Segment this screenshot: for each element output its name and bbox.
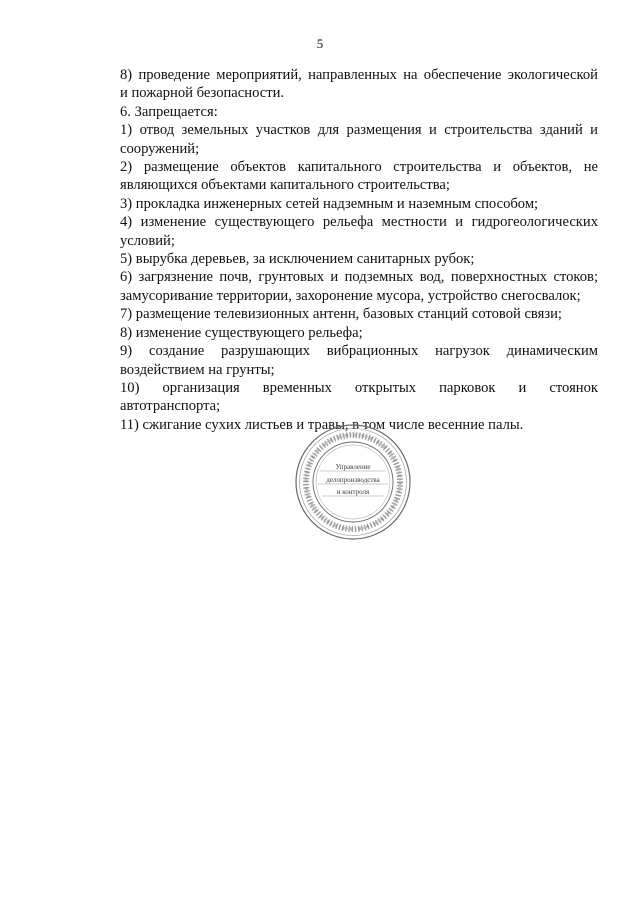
- list-item-line: и пожарной безопасности.: [120, 85, 285, 102]
- list-item-line: 1) отвод земельных участков для размещения и строительства зданий и: [120, 122, 598, 139]
- list-item: [82, 195, 598, 213]
- list-item: [82, 324, 598, 342]
- seal-line-3: и контроля: [336, 488, 370, 496]
- list-item-line: воздействием на грунты;: [120, 361, 275, 378]
- list-item-line: 8) изменение существующего рельефа;: [120, 324, 363, 341]
- list-item-line: 6) загрязнение почв, грунтовых и подземных вод, поверхностных стоков;: [120, 269, 598, 286]
- list-item: [82, 305, 598, 323]
- list-item: [82, 121, 598, 158]
- list-item-line: 4) изменение существующего рельефа местности и гидрогеологических: [120, 214, 598, 231]
- list-item: [82, 158, 598, 195]
- list-item: [82, 250, 598, 268]
- list-item-line: 3) прокладка инженерных сетей надземным и наземным способом;: [120, 195, 539, 212]
- list-item-line: 7) размещение телевизионных антенн, базовых станций сотовой связи;: [120, 306, 562, 323]
- list-item-line: 5) вырубка деревьев, за исключением санитарных рубок;: [120, 251, 475, 268]
- list-item-line: замусоривание территории, захоронение мусора, устройство снегосвалок;: [120, 287, 581, 304]
- list-item-line: сооружений;: [120, 140, 200, 157]
- list-item: [82, 379, 598, 416]
- seal-line-2: делопроизводства: [326, 476, 380, 484]
- seal-line-1: Управление: [335, 463, 371, 471]
- seal-graphic: [294, 423, 412, 541]
- section-heading-text: 6. Запрещается:: [120, 103, 218, 120]
- list-item: [82, 268, 598, 305]
- list-item: [82, 342, 598, 379]
- list-item-line: 9) создание разрушающих вибрационных нагрузок динамическим: [120, 343, 598, 360]
- list-item-line: 11) сжигание сухих листьев и травы, в том числе весенние палы.: [120, 416, 524, 433]
- list-item-line: условий;: [120, 232, 175, 249]
- list-item-line: 10) организация временных открытых парковок и стоянок: [120, 379, 598, 396]
- list-item: [82, 66, 598, 103]
- page-number: 5: [316, 36, 324, 51]
- official-seal: [294, 423, 412, 541]
- document-body: [82, 66, 598, 434]
- section-heading: [82, 103, 598, 121]
- list-item-line: являющихся объектами капитального строительства;: [120, 177, 450, 194]
- list-item-line: 8) проведение мероприятий, направленных на обеспечение экологической: [120, 67, 598, 83]
- list-item-line: автотранспорта;: [120, 398, 221, 415]
- list-item: [82, 213, 598, 250]
- list-item-line: 2) размещение объектов капитального строительства и объектов, не: [120, 159, 598, 176]
